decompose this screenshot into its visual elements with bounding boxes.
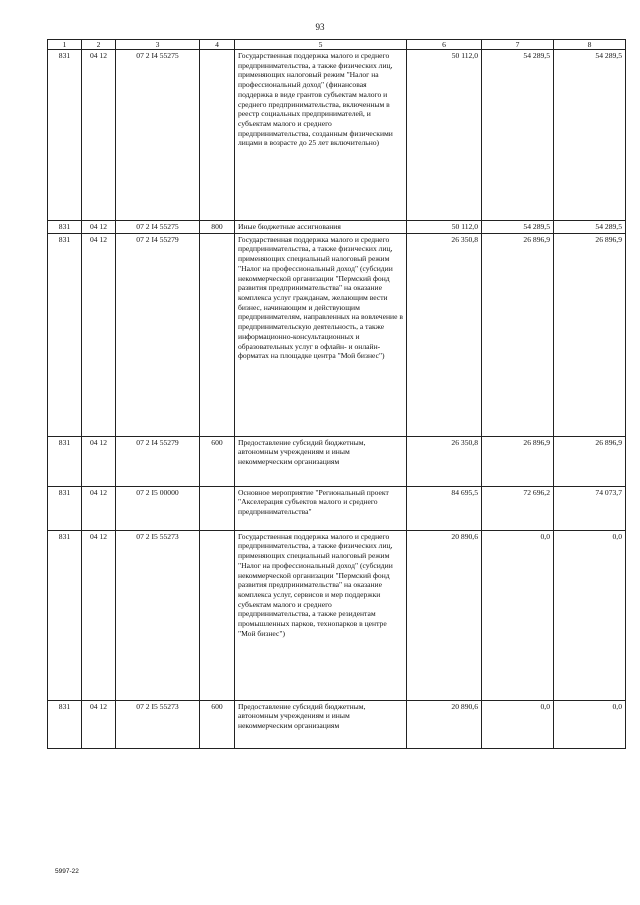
item-description: Государственная поддержка малого и среднего предпринимательства, а также физических лиц, применяющих налоговый режим "Налог на профессиональный доход" (финансовая поддержка в виде грантов субъектам малого и среднего предпринимательства, включенным в реестр социальных предпринимателей, и субъектам малого и среднего предпринимательства, созданным физическими лицами в возрасте до 25 лет включительно) [235, 50, 407, 221]
section-code: 04 12 [82, 436, 116, 486]
table-row [48, 436, 626, 486]
target-article-code: 07 2 I5 00000 [116, 486, 200, 530]
column-header-3: 3 [116, 40, 200, 50]
table-row [48, 486, 626, 530]
column-header-1: 1 [48, 40, 82, 50]
budget-table [47, 39, 626, 749]
section-code: 04 12 [82, 221, 116, 234]
amount-col-6: 26 350,8 [407, 233, 482, 436]
table-header-row [48, 40, 626, 50]
target-article-code: 07 2 I4 55279 [116, 436, 200, 486]
amount-col-7: 26 896,9 [482, 233, 554, 436]
expense-type-code: 600 [200, 436, 235, 486]
column-header-7: 7 [482, 40, 554, 50]
table-row [48, 530, 626, 700]
amount-col-8: 26 896,9 [554, 233, 626, 436]
amount-col-8: 0,0 [554, 530, 626, 700]
expense-type-code [200, 486, 235, 530]
target-article-code: 07 2 I4 55275 [116, 50, 200, 221]
ministry-code: 831 [48, 50, 82, 221]
amount-col-7: 0,0 [482, 700, 554, 748]
amount-col-6: 20 890,6 [407, 530, 482, 700]
amount-col-8: 26 896,9 [554, 436, 626, 486]
amount-col-6: 50 112,0 [407, 50, 482, 221]
expense-type-code [200, 530, 235, 700]
target-article-code: 07 2 I5 55273 [116, 700, 200, 748]
amount-col-8: 54 289,5 [554, 221, 626, 234]
amount-col-7: 0,0 [482, 530, 554, 700]
column-header-6: 6 [407, 40, 482, 50]
expense-type-code: 800 [200, 221, 235, 234]
ministry-code: 831 [48, 233, 82, 436]
item-description: Государственная поддержка малого и среднего предпринимательства, а также физических лиц, применяющих специальный налоговый режим "Налог на профессиональный доход" (субсидии некоммерческой организации "Пермский фонд развития предпринимательства" на оказание комплекса услуг, сервисов и мер поддержки субъектам малого и среднего предпринимательства, а также резидентам промышленных парков, технопарков в центре "Мой бизнес") [235, 530, 407, 700]
expense-type-code: 600 [200, 700, 235, 748]
section-code: 04 12 [82, 233, 116, 436]
page-number: 93 [315, 22, 325, 32]
target-article-code: 07 2 I5 55273 [116, 530, 200, 700]
item-description: Предоставление субсидий бюджетным, автономным учреждениям и иным некоммерческим организациям [235, 436, 407, 486]
column-header-5: 5 [235, 40, 407, 50]
ministry-code: 831 [48, 436, 82, 486]
amount-col-7: 54 289,5 [482, 221, 554, 234]
target-article-code: 07 2 I4 55279 [116, 233, 200, 436]
amount-col-7: 26 896,9 [482, 436, 554, 486]
table-row [48, 700, 626, 748]
target-article-code: 07 2 I4 55275 [116, 221, 200, 234]
ministry-code: 831 [48, 530, 82, 700]
item-description: Иные бюджетные ассигнования [235, 221, 407, 234]
amount-col-6: 20 890,6 [407, 700, 482, 748]
section-code: 04 12 [82, 486, 116, 530]
amount-col-7: 54 289,5 [482, 50, 554, 221]
amount-col-6: 50 112,0 [407, 221, 482, 234]
ministry-code: 831 [48, 700, 82, 748]
section-code: 04 12 [82, 50, 116, 221]
expense-type-code [200, 50, 235, 221]
expense-type-code [200, 233, 235, 436]
item-description: Государственная поддержка малого и среднего предпринимательства, а также физических лиц, применяющих специальный налоговый режим "Налог на профессиональный доход" (субсидии некоммерческой организации "Пермский фонд развития предпринимательства" на оказание комплекса услуг гражданам, желающим вести бизнес, начинающим и действующим предпринимателям, направленных на вовлечение в предпринимательскую деятельность, а также информационно-консультационных и образовательных услуг в офлайн- и онлайн-форматах на площадке центра "Мой бизнес") [235, 233, 407, 436]
item-description: Основное мероприятие "Региональный проект "Акселерация субъектов малого и среднего предпринимательства" [235, 486, 407, 530]
ministry-code: 831 [48, 486, 82, 530]
section-code: 04 12 [82, 700, 116, 748]
ministry-code: 831 [48, 221, 82, 234]
column-header-4: 4 [200, 40, 235, 50]
table-row [48, 50, 626, 221]
column-header-2: 2 [82, 40, 116, 50]
column-header-8: 8 [554, 40, 626, 50]
item-description: Предоставление субсидий бюджетным, автономным учреждениям и иным некоммерческим организациям [235, 700, 407, 748]
document-code: 5997-22 [55, 868, 79, 875]
table-row [48, 233, 626, 436]
amount-col-8: 0,0 [554, 700, 626, 748]
amount-col-8: 54 289,5 [554, 50, 626, 221]
section-code: 04 12 [82, 530, 116, 700]
amount-col-6: 26 350,8 [407, 436, 482, 486]
amount-col-6: 84 695,5 [407, 486, 482, 530]
amount-col-8: 74 073,7 [554, 486, 626, 530]
table-row [48, 221, 626, 234]
amount-col-7: 72 696,2 [482, 486, 554, 530]
